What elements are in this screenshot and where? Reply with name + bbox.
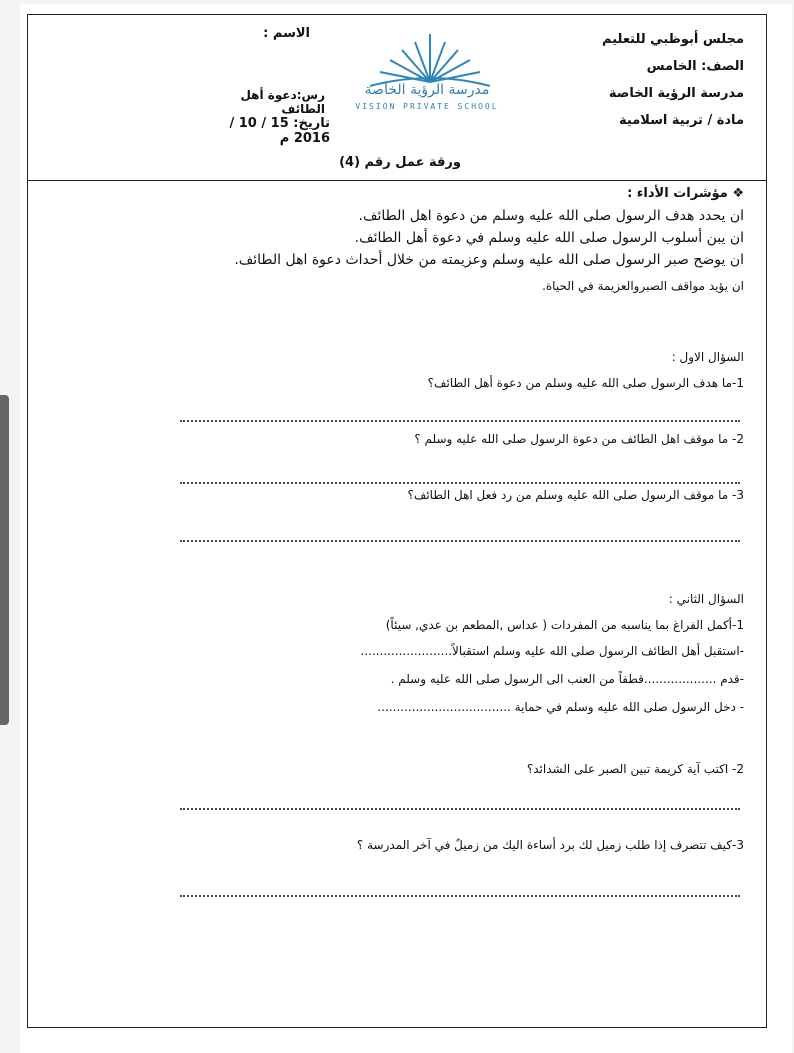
question-two	[174, 592, 744, 874]
header-right	[602, 26, 744, 134]
scrollbar-handle[interactable]	[0, 395, 9, 725]
fill-blank-item[interactable]: -قدم ...................قطفاً من العنب الى الرسول صلى الله عليه وسلم .	[390, 672, 744, 686]
school-name: مدرسة الرؤية الخاصة	[608, 86, 744, 101]
fill-blank-item[interactable]: -استقبل أهل الطائف الرسول صلى الله عليه وسلم استقبالاً........................	[360, 644, 744, 658]
indicators-heading: ❖ مؤشرات الأداء :	[627, 186, 744, 201]
student-name-label: الاسم :	[263, 26, 310, 41]
logo-arabic-text: مدرسة الرؤية الخاصة	[364, 82, 490, 98]
lesson-title: رس:دعوة أهل الطائف	[240, 88, 325, 116]
indicator-item: ان يؤيد مواقف الصبروالعزيمة في الحياة.	[542, 279, 744, 293]
header-divider	[27, 180, 767, 181]
indicators-section	[174, 186, 744, 301]
date-label: تاريخ: 15 / 10 / 2016 م	[229, 116, 330, 146]
worksheet-title: ورقة عمل رقم (4)	[339, 155, 461, 170]
subject-label: مادة / تربية اسلامية	[619, 113, 744, 128]
question-item: 2- ما موقف اهل الطائف من دعوة الرسول صلى الله عليه وسلم ؟	[414, 432, 744, 446]
indicator-item: ان يحدد هدف الرسول صلى الله عليه وسلم من دعوة اهل الطائف.	[358, 208, 744, 224]
council-name: مجلس أبوظبي للتعليم	[602, 32, 744, 47]
logo-english-text: VISION PRIVATE SCHOOL	[355, 102, 499, 111]
question-one	[174, 350, 744, 524]
question-item: 3- ما موقف الرسول صلى الله عليه وسلم من رد فعل اهل الطائف؟	[407, 488, 744, 502]
answer-line[interactable]	[180, 482, 740, 484]
answer-line[interactable]	[180, 540, 740, 542]
indicator-item: ان يبن أسلوب الرسول صلى الله عليه وسلم في دعوة أهل الطائف.	[354, 230, 744, 246]
question-item: 1-ما هدف الرسول صلى الله عليه وسلم من دعوة أهل الطائف؟	[427, 376, 744, 390]
indicator-item: ان يوضح صبر الرسول صلى الله عليه وسلم وعزيمته من خلال أحداث دعوة اهل الطائف.	[234, 252, 744, 268]
fill-instruction: 1-أكمل الفراغ بما يناسبه من المفردات ( عداس ,المطعم بن عدي, سيئاً)	[385, 618, 744, 632]
question-item: 2- اكتب آية كريمة تبين الصبر على الشدائد؟	[526, 762, 744, 776]
question-one-title: السؤال الاول :	[671, 350, 744, 364]
question-two-title: السؤال الثاني :	[668, 592, 744, 606]
fill-blank-item[interactable]: - دخل الرسول صلى الله عليه وسلم في حماية ...................................	[377, 700, 744, 714]
answer-line[interactable]	[180, 895, 740, 897]
answer-line[interactable]	[180, 420, 740, 422]
grade-label: الصف: الخامس	[646, 59, 744, 74]
question-item: 3-كيف تتصرف إذا طلب زميل لك برد أساءة اليك من زميلٌ في آخر المدرسة ؟	[356, 838, 744, 852]
diamond-bullet-icon: ❖	[732, 186, 744, 201]
answer-line[interactable]	[180, 808, 740, 810]
